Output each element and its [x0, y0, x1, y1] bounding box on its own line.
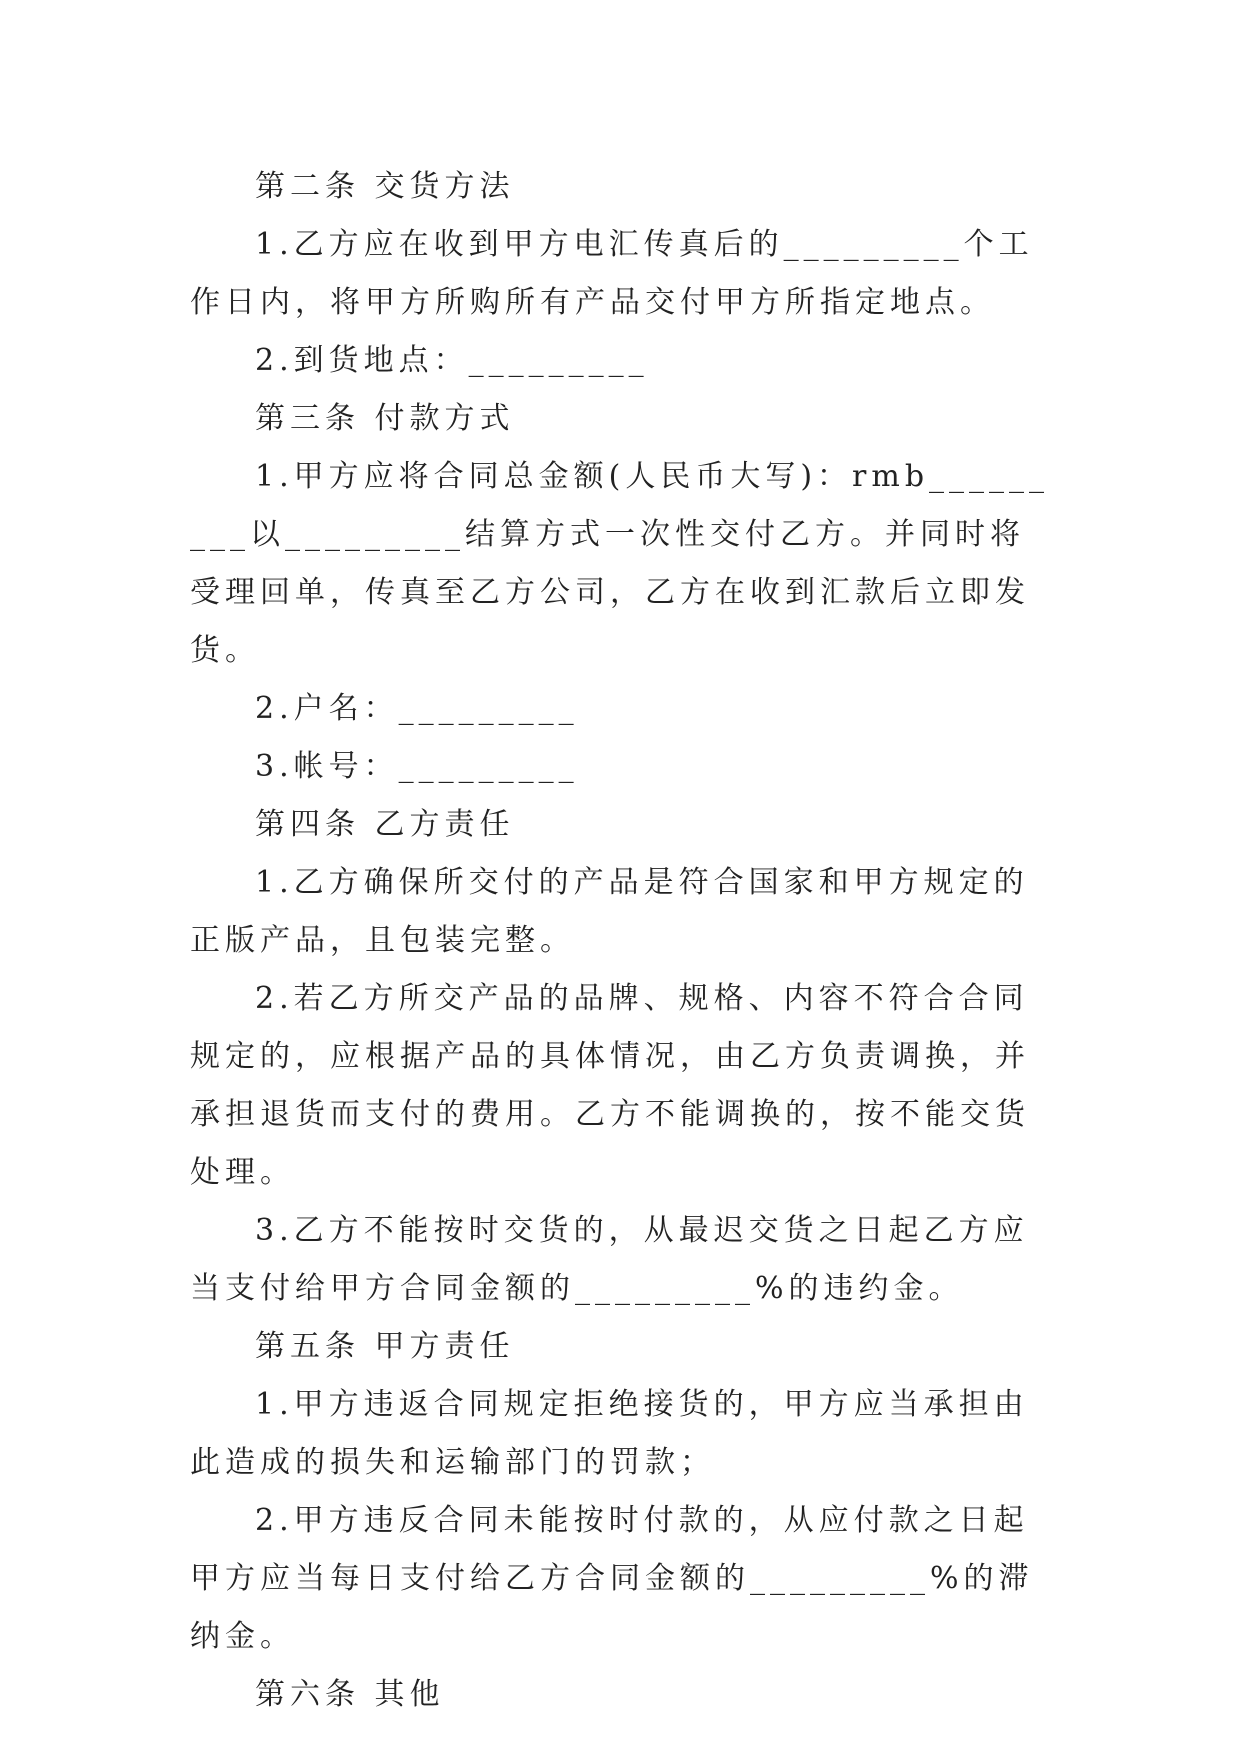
clause-paragraph: 1.乙方应在收到甲方电汇传真后的_________个工作日内，将甲方所购所有产品交付甲方所指定地点。 — [190, 227, 1034, 320]
section-heading: 第六条 其他 — [255, 1677, 445, 1712]
clause-paragraph: 1.乙方确保所交付的产品是符合国家和甲方规定的正版产品，且包装完整。 — [190, 865, 1029, 958]
section-heading: 第四条 乙方责任 — [255, 807, 515, 842]
clause-paragraph: 2.甲方违反合同未能按时付款的，从应付款之日起甲方应当每日支付给乙方合同金额的_________%的滞纳金。 — [190, 1503, 1034, 1654]
clause-paragraph: 3.帐号：_________ — [255, 749, 579, 784]
section-heading: 第三条 付款方式 — [255, 401, 515, 436]
section-heading: 第五条 甲方责任 — [255, 1329, 515, 1364]
clause-paragraph: 2.户名：_________ — [255, 691, 579, 726]
clause-paragraph: 2.到货地点：_________ — [255, 343, 649, 378]
clause-paragraph: 2.若乙方所交产品的品牌、规格、内容不符合合同规定的，应根据产品的具体情况，由乙方负责调换，并承担退货而支付的费用。乙方不能调换的，按不能交货处理。 — [190, 981, 1030, 1190]
clause-paragraph: 3.乙方不能按时交货的，从最迟交货之日起乙方应当支付给甲方合同金额的_________%的违约金。 — [190, 1213, 1029, 1306]
clause-paragraph: 1.甲方违返合同规定拒绝接货的，甲方应当承担由此造成的损失和运输部门的罚款； — [190, 1387, 1029, 1480]
clause-paragraph: 1.甲方应将合同总金额(人民币大写)：rmb_________以_________结算方式一次性交付乙方。并同时将受理回单，传真至乙方公司，乙方在收到汇款后立即发货。 — [190, 459, 1050, 668]
document-body — [190, 158, 1050, 1724]
section-heading: 第二条 交货方法 — [255, 169, 515, 204]
